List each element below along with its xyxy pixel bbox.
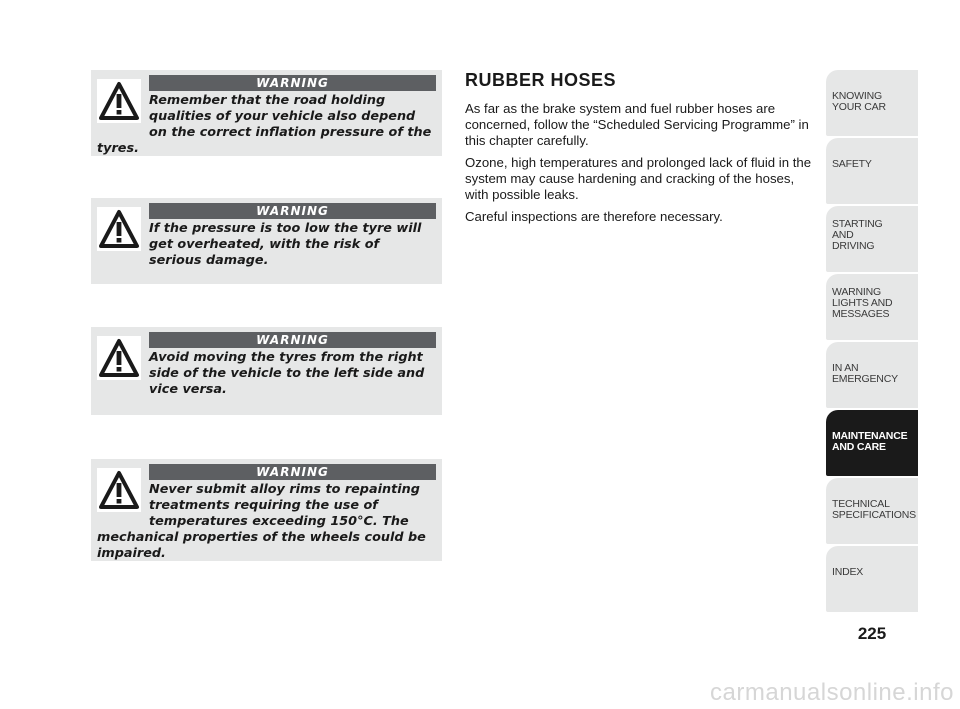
tab-label: TECHNICAL SPECIFICATIONS — [832, 498, 916, 521]
warning-box-4 — [91, 459, 442, 561]
warning-text: If the pressure is too low the tyre will get overheated, with the risk of serious damage. — [149, 221, 422, 268]
tab-label: STARTING AND DRIVING — [832, 218, 883, 252]
tab-knowing-your-car[interactable] — [826, 70, 918, 136]
warning-text: Never submit alloy rims to repainting treatments requiring the use of temperatures exceeding 150°C. The mechanical properties of the wheels could be impaired. — [97, 482, 426, 561]
warning-box-3 — [91, 327, 442, 415]
tab-starting-and-driving[interactable] — [826, 206, 918, 272]
paragraph: Ozone, high temperatures and prolonged lack of fluid in the system may cause hardening and cracking of the hoses, with possible leaks. — [465, 155, 812, 202]
warning-title: WARNING — [149, 332, 436, 348]
tab-label: INDEX — [832, 566, 864, 578]
tab-label: WARNING LIGHTS AND MESSAGES — [832, 286, 893, 320]
tab-label: KNOWING YOUR CAR — [832, 90, 886, 113]
paragraph: Careful inspections are therefore necessary. — [465, 209, 723, 224]
tab-in-an-emergency[interactable] — [826, 342, 918, 408]
section-heading: RUBBER HOSES — [465, 70, 617, 90]
tab-index[interactable] — [826, 546, 918, 612]
watermark: carmanualsonline.info — [710, 679, 954, 706]
warning-title: WARNING — [149, 75, 436, 91]
warning-title: WARNING — [149, 464, 436, 480]
warning-title: WARNING — [149, 203, 436, 219]
tab-warning-lights[interactable] — [826, 274, 918, 340]
warning-text: Remember that the road holding qualities of your vehicle also depend on the correct inflation pressure of the tyres. — [97, 93, 432, 156]
chapter-tabs — [826, 70, 918, 614]
paragraph: As far as the brake system and fuel rubber hoses are concerned, follow the “Scheduled Servicing Programme” in this chapter carefully. — [465, 101, 809, 148]
page-number: 225 — [857, 624, 887, 643]
tab-label: SAFETY — [832, 158, 872, 170]
tab-safety[interactable] — [826, 138, 918, 204]
warning-text: Avoid moving the tyres from the right side of the vehicle to the left side and vice versa. — [149, 350, 425, 397]
tab-label: MAINTENANCE AND CARE — [832, 430, 908, 453]
warning-box-2 — [91, 198, 442, 284]
tab-label: IN AN EMERGENCY — [832, 362, 898, 385]
tab-maintenance-and-care[interactable] — [826, 410, 918, 476]
warning-box-1 — [91, 70, 442, 156]
tab-technical-specifications[interactable] — [826, 478, 918, 544]
article-rubber-hoses — [465, 70, 820, 231]
